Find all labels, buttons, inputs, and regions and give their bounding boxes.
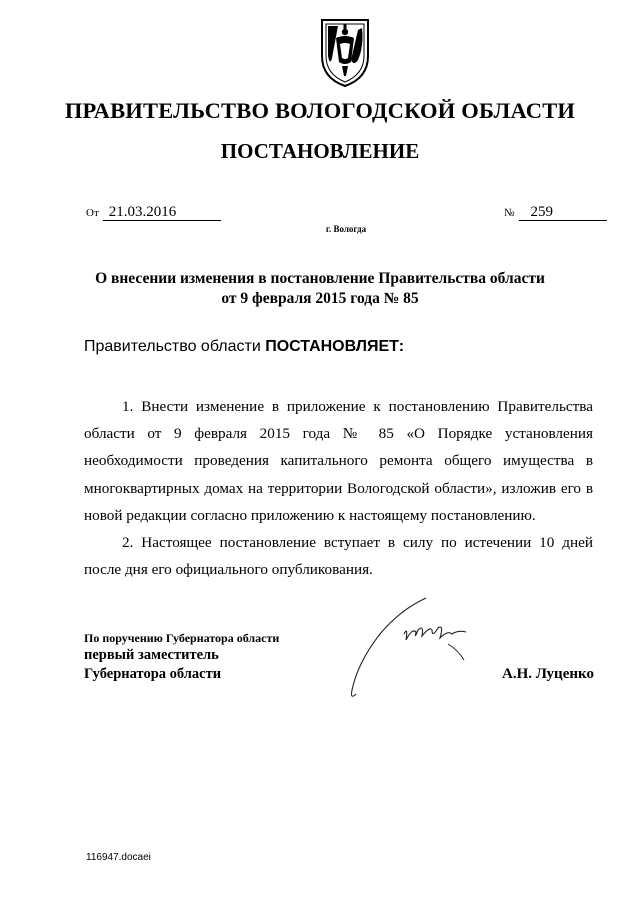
organization-title: ПРАВИТЕЛЬСТВО ВОЛОГОДСКОЙ ОБЛАСТИ [64, 98, 576, 123]
lead-text: Правительство области [84, 338, 266, 355]
document-number [504, 205, 607, 221]
resolution-lead [84, 338, 404, 356]
lead-keyword: ПОСТАНОВЛЯЕТ: [265, 338, 405, 355]
number-prefix: № [504, 207, 515, 219]
resolution-item-1: 1. Внести изменение в приложение к постановлению Правительства области от 9 февраля 2015 года № 85 «О Порядке установления необходимости проведения капитального ремонта общего имущества в многоквартирных домах на территории Вологодской области», изложив его в новой редакции согласно приложению к настоящему постановлению. [84, 398, 593, 524]
document-subject [0, 269, 640, 309]
handwritten-signature-icon [340, 590, 490, 705]
signatory-name: А.Н. Луценко [502, 666, 594, 682]
date-value: 21.03.2016 [103, 205, 221, 221]
document-date [86, 205, 221, 221]
subject-line-2: от 9 февраля 2015 года № 85 [221, 290, 419, 307]
document-file-code: 116947.docaei [86, 852, 151, 863]
signatory-authority: По поручению Губернатора области [84, 631, 280, 645]
subject-line-1: О внесении изменения в постановление Правительства области [95, 270, 545, 287]
coat-of-arms-icon [318, 16, 372, 88]
signatory-position-line-1: первый заместитель [84, 647, 219, 663]
document-type: ПОСТАНОВЛЕНИЕ [220, 139, 420, 163]
signatory-position-line-2: Губернатора области [84, 666, 222, 682]
city: г. Вологда [325, 224, 367, 234]
number-value: 259 [519, 205, 607, 221]
resolution-body [84, 393, 593, 583]
date-prefix: От [86, 207, 99, 219]
resolution-item-2: 2. Настоящее постановление вступает в силу по истечении 10 дней после дня его официального опубликования. [84, 534, 593, 579]
